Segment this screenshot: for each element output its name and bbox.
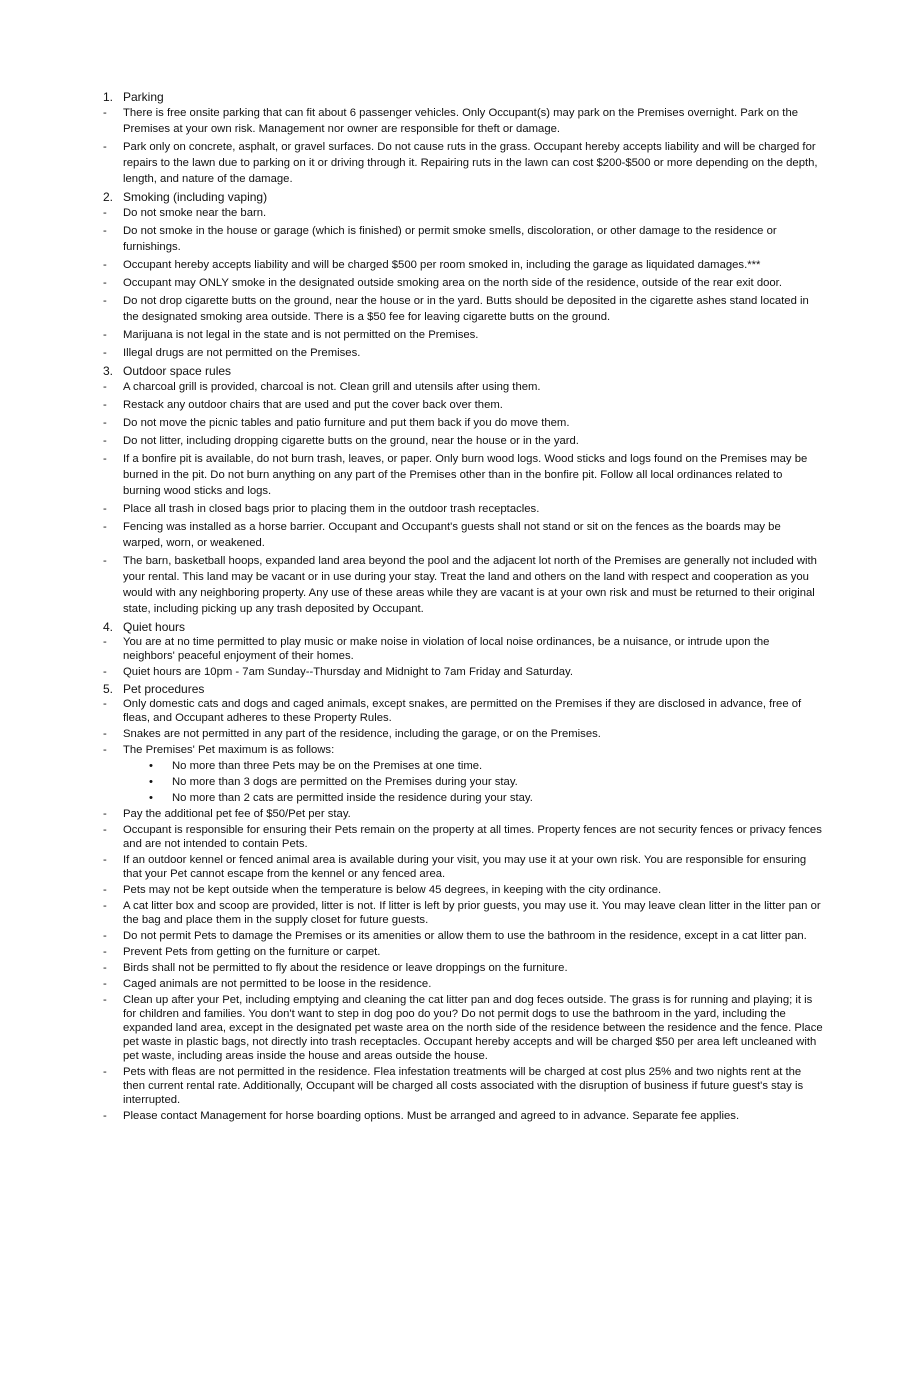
pet-limit-text: No more than 3 dogs are permitted on the Premises during your stay. bbox=[172, 776, 518, 788]
rule-text: There is free onsite parking that can fit about 6 passenger vehicles. Only Occupant(s) may park on the Premises overnight. Park on the Premises at your own risk. Management nor owner are responsible for theft or damage. bbox=[123, 107, 799, 135]
section-number: 5. bbox=[103, 682, 114, 696]
dash-marker: - bbox=[103, 555, 107, 567]
dash-marker: - bbox=[103, 962, 107, 974]
section-heading bbox=[103, 681, 823, 697]
rule-item bbox=[103, 501, 823, 517]
rule-text: Do not litter, including dropping cigarette butts on the ground, near the house or in the yard. bbox=[123, 435, 579, 447]
rule-item bbox=[103, 993, 823, 1063]
rule-item bbox=[103, 553, 823, 617]
rule-text: Do not drop cigarette butts on the ground, near the house or in the yard. Butts should be deposited in the cigarette ashes stand located in the designated smoking area outside. There is a $50 fee for leaving cigarette butts on the ground. bbox=[123, 295, 809, 323]
pet-limit-item bbox=[149, 775, 823, 790]
dash-marker: - bbox=[103, 808, 107, 820]
dash-marker: - bbox=[103, 666, 107, 678]
rule-item bbox=[103, 257, 823, 273]
dash-marker: - bbox=[103, 636, 107, 648]
dash-marker: - bbox=[103, 141, 107, 153]
dash-marker: - bbox=[103, 259, 107, 271]
rule-text: The Premises' Pet maximum is as follows: bbox=[123, 744, 335, 756]
pet-limit-item bbox=[149, 759, 823, 774]
dash-marker: - bbox=[103, 930, 107, 942]
dash-marker: - bbox=[103, 399, 107, 411]
rule-text: Do not smoke in the house or garage (which is finished) or permit smoke smells, discoloration, or other damage to the residence or furnishings. bbox=[123, 225, 777, 253]
pet-limit-text: No more than 2 cats are permitted inside the residence during your stay. bbox=[172, 792, 533, 804]
rule-text: If an outdoor kennel or fenced animal area is available during your visit, you may use it at your own risk. You are responsible for ensuring that your Pet cannot escape from the kennel or any fenced area. bbox=[123, 854, 807, 880]
dash-marker: - bbox=[103, 698, 107, 710]
dash-marker: - bbox=[103, 107, 107, 119]
rule-text: Pets with fleas are not permitted in the residence. Flea infestation treatments will be charged at cost plus 25% and two nights rent at the then current rental rate. Additionally, Occupant will be charged all costs associated with the disruption of business if future guest's stay is interrupted. bbox=[123, 1066, 804, 1106]
rule-text: Pay the additional pet fee of $50/Pet per stay. bbox=[123, 808, 351, 820]
bullet-marker: • bbox=[149, 760, 153, 772]
rule-text: Do not permit Pets to damage the Premises or its amenities or allow them to use the bathroom in the residence, except in a cat litter pan. bbox=[123, 930, 807, 942]
section-heading bbox=[103, 619, 823, 635]
rule-text: Occupant is responsible for ensuring their Pets remain on the property at all times. Property fences are not security fences or privacy fences and are not intended to contain Pets. bbox=[123, 824, 822, 850]
bullet-marker: • bbox=[149, 776, 153, 788]
section-1 bbox=[103, 89, 823, 187]
dash-marker: - bbox=[103, 994, 107, 1006]
rule-text: Quiet hours are 10pm - 7am Sunday--Thursday and Midnight to 7am Friday and Saturday. bbox=[123, 666, 574, 678]
dash-marker: - bbox=[103, 329, 107, 341]
rule-item bbox=[103, 379, 823, 395]
section-number: 4. bbox=[103, 620, 114, 634]
section-number: 1. bbox=[103, 90, 114, 104]
rule-item bbox=[103, 345, 823, 361]
dash-marker: - bbox=[103, 1066, 107, 1078]
dash-marker: - bbox=[103, 884, 107, 896]
rule-text: If a bonfire pit is available, do not burn trash, leaves, or paper. Only burn wood logs. Wood sticks and logs found on the Premises may be burned in the pit. Do not burn anything on any part of the Premises other than in the bonfire pit. Follow all local ordinances related to burning wood sticks and logs. bbox=[123, 453, 808, 497]
dash-marker: - bbox=[103, 503, 107, 515]
section-5 bbox=[103, 681, 823, 1123]
property-rules-list bbox=[103, 88, 823, 1125]
rule-text: A charcoal grill is provided, charcoal is not. Clean grill and utensils after using them. bbox=[123, 381, 541, 393]
rule-item bbox=[103, 961, 823, 975]
rule-text: Snakes are not permitted in any part of the residence, including the garage, or on the Premises. bbox=[123, 728, 601, 740]
rule-item bbox=[103, 899, 823, 927]
dash-marker: - bbox=[103, 207, 107, 219]
dash-marker: - bbox=[103, 435, 107, 447]
rule-item bbox=[103, 275, 823, 291]
dash-marker: - bbox=[103, 521, 107, 533]
section-2 bbox=[103, 189, 823, 361]
rule-item bbox=[103, 223, 823, 255]
bullet-marker: • bbox=[149, 792, 153, 804]
rule-item bbox=[103, 139, 823, 187]
dash-marker: - bbox=[103, 381, 107, 393]
dash-marker: - bbox=[103, 744, 107, 756]
rule-text: You are at no time permitted to play music or make noise in violation of local noise ordinances, be a nuisance, or intrude upon the neighbors' peaceful enjoyment of their homes. bbox=[123, 636, 770, 662]
rule-item bbox=[103, 977, 823, 991]
section-3 bbox=[103, 363, 823, 617]
rule-text: Occupant may ONLY smoke in the designated outside smoking area on the north side of the residence, outside of the rear exit door. bbox=[123, 277, 782, 289]
rule-item bbox=[103, 853, 823, 881]
rule-text: Only domestic cats and dogs and caged animals, except snakes, are permitted on the Premises if they are disclosed in advance, free of fleas, and Occupant adheres to these Property Rules. bbox=[123, 698, 802, 724]
rule-item bbox=[103, 327, 823, 343]
section-4 bbox=[103, 619, 823, 679]
rule-text: Park only on concrete, asphalt, or gravel surfaces. Do not cause ruts in the grass. Occupant hereby accepts liability and will be charged for repairs to the lawn due to parking on it or driving through it. Repairing ruts in the lawn can cost $200-$500 or more depending on the depth, length, and nature of the damage. bbox=[123, 141, 818, 185]
section-title: Pet procedures bbox=[123, 682, 205, 696]
rule-item bbox=[103, 433, 823, 449]
rule-item bbox=[103, 293, 823, 325]
rule-item bbox=[103, 1109, 823, 1123]
rule-text: Prevent Pets from getting on the furniture or carpet. bbox=[123, 946, 381, 958]
rule-text: Pets may not be kept outside when the temperature is below 45 degrees, in keeping with the city ordinance. bbox=[123, 884, 662, 896]
rule-item bbox=[103, 743, 823, 757]
rule-item bbox=[103, 397, 823, 413]
dash-marker: - bbox=[103, 946, 107, 958]
section-title: Parking bbox=[123, 90, 164, 104]
rule-text: Fencing was installed as a horse barrier. Occupant and Occupant's guests shall not stand or sit on the fences as the boards may be warped, worn, or weakened. bbox=[123, 521, 781, 549]
dash-marker: - bbox=[103, 854, 107, 866]
pet-limit-text: No more than three Pets may be on the Premises at one time. bbox=[172, 760, 483, 772]
dash-marker: - bbox=[103, 728, 107, 740]
rule-item bbox=[103, 883, 823, 897]
rule-text: Restack any outdoor chairs that are used and put the cover back over them. bbox=[123, 399, 503, 411]
rule-item bbox=[103, 205, 823, 221]
rule-text: Marijuana is not legal in the state and is not permitted on the Premises. bbox=[123, 329, 479, 341]
section-title: Smoking (including vaping) bbox=[123, 190, 268, 204]
rule-item bbox=[103, 727, 823, 741]
rule-item bbox=[103, 697, 823, 725]
rule-text: Birds shall not be permitted to fly about the residence or leave droppings on the furniture. bbox=[123, 962, 568, 974]
pet-limit-item bbox=[149, 791, 823, 806]
rule-text: Clean up after your Pet, including emptying and cleaning the cat litter pan and dog feces outside. The grass is for running and playing; it is for children and families. You don't want to step in dog poo do you? Do not permit dogs to use the bathroom in the yard, including the expanded land area, except in the designated pet waste area on the north side of the residence between the residence and the fence. Place pet waste in plastic bags, not directly into trash receptacles. Occupant hereby accepts and will be charged $50 per area left uncleaned with pet waste, including areas inside the house and areas outside the house. bbox=[123, 994, 823, 1062]
dash-marker: - bbox=[103, 277, 107, 289]
rule-text: Please contact Management for horse boarding options. Must be arranged and agreed to in advance. Separate fee applies. bbox=[123, 1110, 740, 1122]
rule-item bbox=[103, 105, 823, 137]
dash-marker: - bbox=[103, 900, 107, 912]
section-title: Outdoor space rules bbox=[123, 364, 232, 378]
rule-text: Occupant hereby accepts liability and will be charged $500 per room smoked in, including the garage as liquidated damages.*** bbox=[123, 259, 761, 271]
rule-text: The barn, basketball hoops, expanded land area beyond the pool and the adjacent lot north of the Premises are generally not included with your rental. This land may be vacant or in use during your stay. Treat the land and others on the land with respect and cooperation as you would with any neighboring property. Any use of these areas while they are vacant is at your own risk and must be returned to their original state, including picking up any trash deposited by Occupant. bbox=[123, 555, 817, 615]
rule-item bbox=[103, 945, 823, 959]
rule-text: Illegal drugs are not permitted on the Premises. bbox=[123, 347, 361, 359]
section-heading bbox=[103, 89, 823, 105]
section-heading bbox=[103, 189, 823, 205]
section-heading bbox=[103, 363, 823, 379]
section-number: 3. bbox=[103, 364, 114, 378]
dash-marker: - bbox=[103, 417, 107, 429]
dash-marker: - bbox=[103, 1110, 107, 1122]
dash-marker: - bbox=[103, 347, 107, 359]
dash-marker: - bbox=[103, 295, 107, 307]
rule-item bbox=[103, 1065, 823, 1107]
dash-marker: - bbox=[103, 453, 107, 465]
rule-item bbox=[103, 519, 823, 551]
rule-item bbox=[103, 929, 823, 943]
dash-marker: - bbox=[103, 824, 107, 836]
rule-text: Place all trash in closed bags prior to placing them in the outdoor trash receptacles. bbox=[123, 503, 540, 515]
dash-marker: - bbox=[103, 978, 107, 990]
rule-item bbox=[103, 807, 823, 821]
rule-item bbox=[103, 635, 823, 663]
section-title: Quiet hours bbox=[123, 620, 186, 634]
rule-text: Caged animals are not permitted to be loose in the residence. bbox=[123, 978, 432, 990]
rule-item bbox=[103, 665, 823, 679]
dash-marker: - bbox=[103, 225, 107, 237]
rule-item bbox=[103, 415, 823, 431]
rule-text: Do not move the picnic tables and patio furniture and put them back if you do move them. bbox=[123, 417, 570, 429]
rule-item bbox=[103, 451, 823, 499]
rule-text: A cat litter box and scoop are provided, litter is not. If litter is left by prior guests, you may use it. You may leave clean litter in the litter pan or the bag and place them in the supply closet for future guests. bbox=[123, 900, 821, 926]
rule-text: Do not smoke near the barn. bbox=[123, 207, 267, 219]
section-number: 2. bbox=[103, 190, 114, 204]
rule-item bbox=[103, 823, 823, 851]
